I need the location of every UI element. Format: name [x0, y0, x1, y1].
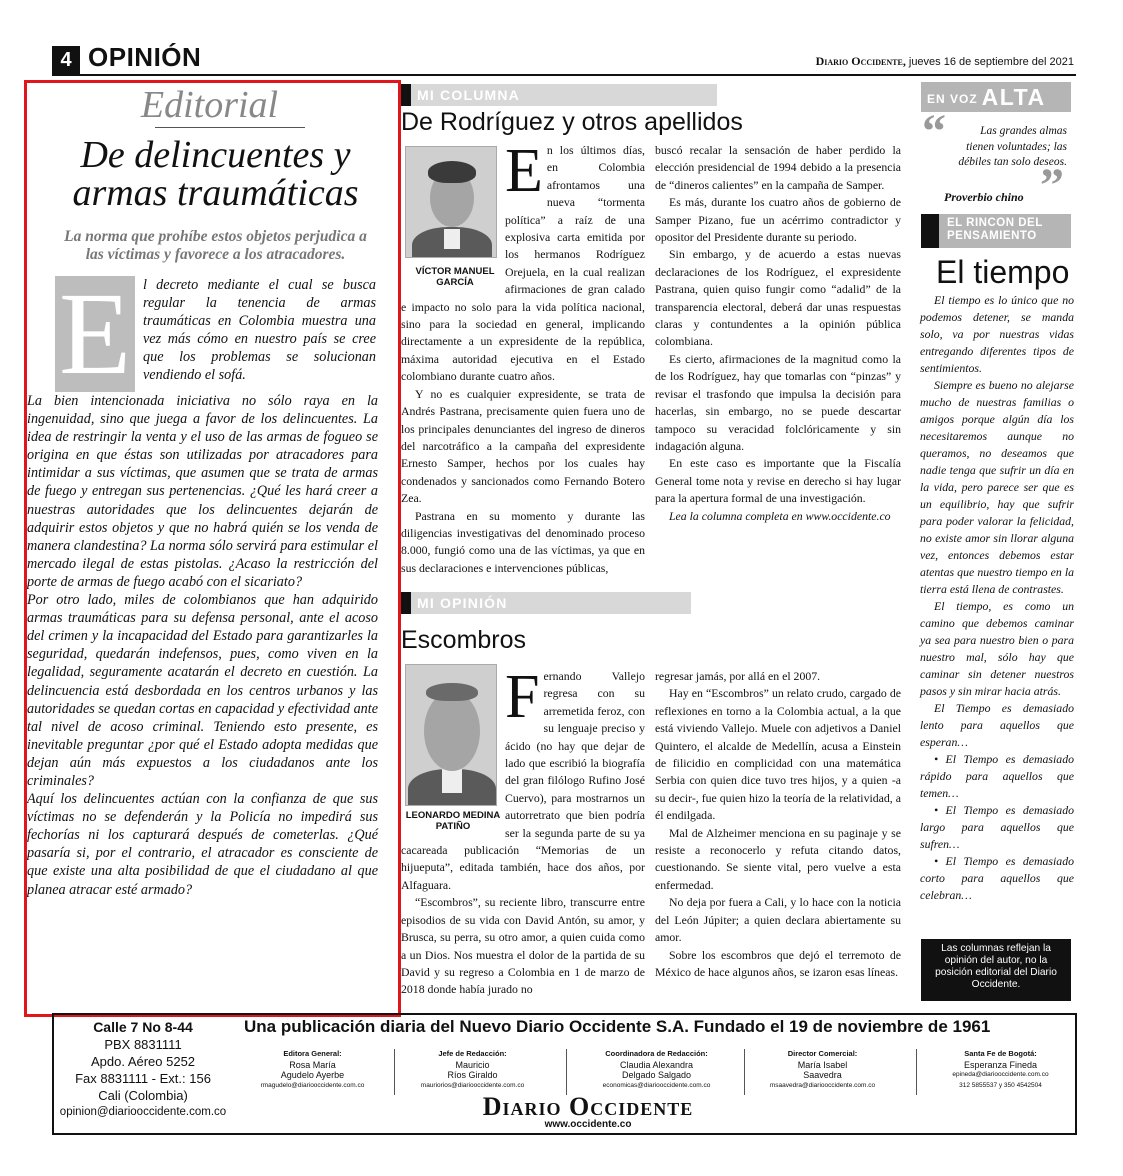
staff-role: Editora General: — [283, 1049, 342, 1058]
editorial-paragraph: La bien intencionada iniciativa no sólo raya en la ingenuidad, sino que juega a favor de los delincuentes. La idea de restringir la venta y el uso de las armas de fogueo se origina en que éstas son utilizadas por atracadores para intimidar a sus víctimas, que asumen que se trata de armas de fuego y entregan sus pertenencias. ¿Qué les hará creer a nuestras autoridades que los delincuentes dejarán de adquirir estos objetos y que no habrá quién se los venda de manera clandestina? La norma sólo servirá para estimular el mercado ilegal de estas pistolas. ¿Acaso la restricción del porte de armas de fuego acabó con el sicariato? — [27, 393, 378, 590]
staff-name: Claudia Alexandra — [619, 1059, 694, 1070]
editorial-title-line1: De delincuentes y — [80, 134, 351, 176]
mi-opinion-title: Escombros — [401, 626, 527, 654]
editorial-paragraph: Aquí los delincuentes actúan con la confianza de que sus víctimas no se defenderán y la Policía no impedirá sus fechorías ni los capturará después de cometerlas. ¿Qué pasaría si, por el contrario, el atracador es consciente de que existe una alta posibilidad de que el ciudadano al que planea atracar esté armado? — [27, 791, 378, 898]
alta-label: ALTA — [981, 84, 1046, 110]
staff-divider — [744, 1049, 745, 1095]
staff-divider — [566, 1049, 567, 1095]
staff-phone: 312 5855537 y 350 4542504 — [959, 1081, 1042, 1089]
close-quote-icon: ” — [1040, 159, 1064, 212]
issue-date: jueves 16 de septiembre del 2021 — [908, 56, 1074, 68]
footer-slogan: Una publicación diaria del Nuevo Diario Occidente S.A. Fundado el 19 de noviembre de 1961 — [244, 1017, 991, 1036]
rincon-header — [921, 214, 1071, 248]
section-marker — [921, 214, 939, 248]
staff-role: Jefe de Redacción: — [438, 1049, 507, 1058]
rincon-paragraph: • El Tiempo es demasiado corto para aquellos que celebran… — [920, 854, 1074, 902]
masthead-logo: Diario Occidente — [482, 1092, 694, 1121]
rincon-label — [947, 217, 1043, 243]
mi-columna-title: De Rodríguez y otros apellidos — [401, 108, 743, 136]
editorial-title — [55, 136, 376, 212]
mi-columna-text-col1 — [401, 137, 645, 575]
mi-columna-dropcap: E — [505, 137, 543, 205]
editorial-lead-text: l decreto mediante el cual se busca regular la tenencia de armas traumáticas en Colombia muestra una vez más cómo en nuestro país se cree que los problemas se solucionan vendiendo el sofá. — [143, 277, 376, 384]
mi-opinion-paragraph: Mal de Alzheimer menciona en su paginaje y se resiste a reconocerlo y refuta citando datos, cuestionando. Se siente vital, pero vuelve a esta enfermedad. — [655, 825, 901, 892]
mi-opinion-paragraph: No deja por fuera a Cali, y lo hace con la noticia del León Júpiter; a quien declara abiertamente su amor. — [655, 895, 901, 945]
section-marker — [401, 592, 411, 614]
address-fax: Fax 8831111 - Ext.: 156 — [75, 1071, 211, 1086]
staff-role: Director Comercial: — [787, 1049, 858, 1058]
mi-opinion-paragraph: Hay en “Escombros” un relato crudo, cargado de reflexiones en torno a la Colombia actual, a la que está viviendo Vallejo. Muele con adjetivos a Daniel Quintero, el alcalde de Medellín, acusa a Einstein de filicidio en complicidad con una matemática Serbia con quien dice tuvo tres hijos, y a quien -a su decir-, fue quien hizo la teoría de la relatividad, a él endilgada. — [655, 686, 901, 823]
address-city: Cali (Colombia) — [98, 1088, 188, 1103]
mi-opinion-paragraph: regresar jamás, por allá en el 2007. — [655, 669, 821, 683]
address-phone: PBX 8831111 — [104, 1037, 182, 1052]
footer-address — [58, 1019, 228, 1121]
quote-author: Proverbio chino — [944, 190, 1024, 204]
staff-name: Ríos Giraldo — [447, 1070, 498, 1080]
staff-email: economicas@diariooccidente.com.co — [602, 1081, 711, 1089]
page-number: 4 — [52, 46, 80, 74]
open-quote-icon: “ — [922, 105, 946, 158]
address-email: opinion@diariooccidente.com.co — [59, 1106, 227, 1118]
page-footer — [52, 1013, 1077, 1135]
mi-opinion-lead-text: ernando Vallejo regresa con su arremetida feroz, con su lenguaje preciso y ácido (no hay que dejar de lado que escribió la biografía del gran filólogo Rufino José Cuervo), para mostrarnos un autorretrato que bien podría ser la segunda parte de su ya cacareada publicación “Memorias de un hijueputa”, editada también, hace dos años, por Alfaguara. — [401, 669, 645, 892]
mi-opinion-text-col2 — [655, 668, 901, 998]
mi-opinion-text-col1 — [401, 663, 645, 998]
mi-columna-text-col2 — [655, 142, 901, 572]
staff-name: Mauricio — [455, 1059, 490, 1070]
author-name-line: LEONARDO MEDINA — [405, 810, 501, 821]
mi-columna-paragraph: Es más, durante los cuatro años de gobierno de Samper Pizano, fue un acérrimo contradictor y opositor del Presidente durante su periodo. — [655, 195, 901, 245]
mi-opinion-paragraph: Sobre los escombros que dejó el terremoto de México de hace algunos años, se izaron esas líneas. — [655, 947, 901, 979]
section-title: OPINIÓN — [88, 42, 202, 72]
address-pobox: Apdo. Aéreo 5252 — [90, 1054, 196, 1069]
staff-divider — [394, 1049, 395, 1095]
mi-columna-paragraph: En este caso es importante que la Fiscalía General tome nota y revise en derecho si hay lugar para la apertura formal de una investigación. — [655, 456, 901, 506]
mi-columna-lead-text: n los últimos días, en Colombia afrontamos una nueva “tormenta política” a raíz de una explosiva carta emitida por los hermanos Rodríguez Orejuela, en la cual realizan afirmaciones de gran calado e impacto no solo para la vida política nacional, sino para la sociedad en general, implicando directamente a un expresidente de la república, máxima autoridad ejecutiva en el Estado colombiano durante cuatro años. — [401, 143, 645, 384]
editorial-paragraph: Por otro lado, miles de colombianos que han adquirido armas traumáticas para su defensa personal, ante el acoso del crimen y la incapacidad del Estado para garantizarles la seguridad, quedarán indefensos, pues, como viven en la legalidad, seguramente acatarán el decreto en cuestión. La delincuencia está desbordada en los centros urbanos y las autoridades se quedan cortas en capacidad y efectividad ante tal nivel de acoso criminal. Teniendo esto presente, es inevitable preguntar ¿por qué el Estado adopta medidas que dejan aún más expuestos a los ciudadanos ante los criminales? — [27, 592, 378, 789]
staff-email: msaavedra@diariooccidente.com.co — [769, 1081, 876, 1089]
mi-opinion-paragraph: “Escombros”, su reciente libro, transcurre entre episodios de su vida con David Antón, su amor, y Brusca, su perra, su otro amor, a quien cuida como a un Dios. Nos muestra el dolor de la partida de su David y su regreso a Colombia en 1 de marzo de 2018 donde había jurado no — [401, 895, 645, 997]
staff-name: Agudelo Ayerbe — [280, 1070, 345, 1080]
mi-opinion-dropcap: F — [505, 663, 540, 731]
mi-opinion-header — [401, 592, 691, 614]
section-marker — [401, 84, 411, 106]
editorial-title-line2: armas traumáticas — [72, 172, 359, 214]
staff-editora — [240, 1049, 385, 1091]
page-header — [52, 40, 1076, 76]
rincon-body — [920, 292, 1074, 904]
staff-email: rmagudelo@diariooccidente.com.co — [260, 1081, 365, 1089]
kicker-divider — [155, 127, 305, 128]
author-name-line: PATIÑO — [435, 821, 471, 832]
mi-columna-read-more: Lea la columna completa en www.occidente.co — [669, 508, 891, 523]
rincon-title: El tiempo — [936, 254, 1070, 290]
staff-name: Esperanza Fineda — [963, 1059, 1038, 1070]
staff-role: Coordinadora de Redacción: — [605, 1049, 708, 1058]
editorial-column — [24, 80, 401, 1017]
dateline — [816, 54, 1074, 69]
staff-name: Rosa María — [289, 1059, 336, 1070]
staff-role: Santa Fe de Bogotá: — [964, 1049, 1037, 1058]
rincon-paragraph: Siempre es bueno no alejarse mucho de nuestras familias o amigos porque algún día los necesitaremos aunque no queramos, no deseamos que nadie tenga que sufrir un día en la vida, pero parece ser que es un equilibrio, hay que sufrir para poder valorar la felicidad, no existe amor sin llorar alguna vez, entonces debemos estar atentas que nuestro tiempo en la tierra está llena de contrastes. — [920, 378, 1074, 596]
author-name-line: VÍCTOR MANUEL — [415, 266, 495, 277]
mi-columna-paragraph: Sin embargo, y de acuerdo a estas nuevas declaraciones de los Rodríguez, el expresidente Pastrana, quien quiso fungir como “adalid” de la transparencia electoral, deberá dar unas respuestas claras y contundentes a la opinión pública colombiana. — [655, 247, 901, 349]
opinion-disclaimer: Las columnas reflejan la opinión del autor, no la posición editorial del Diario Occidente. — [921, 939, 1071, 1001]
staff-coordinadora — [584, 1049, 729, 1091]
editorial-subtitle: La norma que prohíbe estos objetos perjudica a las víctimas y favorece a los atracadores. — [64, 228, 367, 263]
editorial-dropcap: E — [55, 276, 135, 392]
paper-name: Diario Occidente, — [815, 54, 906, 68]
rincon-paragraph: El tiempo, es como un camino que debemos caminar ya sea para nuestro bien o para nuestro mal, sólo hay que caminar sin detener nuestros pasos y sin mirar hacia atrás. — [920, 599, 1074, 698]
editorial-lead — [55, 268, 376, 399]
mi-columna-label: MI COLUMNA — [417, 87, 520, 103]
en-voz-label: EN VOZ — [927, 92, 978, 106]
rincon-label-line: EL RINCON DEL — [947, 217, 1043, 229]
staff-bogota — [928, 1049, 1073, 1091]
rincon-paragraph: • El Tiempo es demasiado largo para aquellos que sufren… — [920, 803, 1074, 851]
masthead-url: www.occidente.co — [544, 1119, 632, 1130]
mi-columna-header — [401, 84, 717, 106]
staff-divider — [916, 1049, 917, 1095]
editorial-kicker: Editorial — [140, 84, 279, 126]
mi-opinion-label: MI OPINIÓN — [417, 595, 508, 611]
staff-name: María Isabel — [797, 1059, 848, 1070]
address-street: Calle 7 No 8-44 — [93, 1019, 193, 1035]
staff-name: Saavedra — [803, 1070, 842, 1080]
staff-director-comercial — [750, 1049, 895, 1091]
author-name-line: GARCÍA — [436, 277, 474, 288]
rincon-paragraph: El Tiempo es demasiado lento para aquellos que esperan… — [920, 701, 1074, 749]
mi-columna-paragraph: Y no es cualquier expresidente, se trata de Andrés Pastrana, precisamente quien fuera uno de los principales denunciantes del ingreso de dineros del narcotráfico a la campaña del expresidente Ernesto Samper, hechos por los cuales hay condenados y sancionados como Fernando Botero Zea. — [401, 386, 645, 506]
rincon-paragraph: • El Tiempo es demasiado rápido para aquellos que temen… — [920, 752, 1074, 800]
rincon-label-line: PENSAMIENTO — [947, 230, 1037, 242]
staff-name: Delgado Salgado — [621, 1070, 692, 1080]
editorial-paragraphs — [27, 392, 378, 899]
quote-body: Las grandes almas tienen voluntades; las débiles tan solo deseos. — [958, 125, 1067, 168]
editorial-body — [27, 268, 378, 899]
rincon-paragraph: El tiempo es lo único que no podemos detener, se manda solo, va por nuestras vidas entregando diferentes tipos de sentimientos. — [920, 293, 1074, 375]
mi-columna-paragraph: buscó recalar la sensación de haber perdido la elección presidencial de 1994 debido a la presencia de “dineros calientes” en la campaña de Samper. — [655, 143, 901, 192]
mi-columna-paragraph: Es cierto, afirmaciones de la magnitud como la de los Rodríguez, hay que tomarlas con “pinzas” y revisar el trasfondo que impulsa la decisión para hacerlas, sin embargo, no se puede descartar tampoco su veracidad folclóricamente y sin indagación alguna. — [655, 351, 901, 453]
staff-email: epineda@diariooccidente.com.co — [952, 1071, 1049, 1078]
mi-columna-paragraph: Pastrana en su momento y durante las diligencias investigativas del denominado proceso 8.000, fungió como una de las víctimas, ya que en sus declaraciones e intervenciones públicas, — [401, 508, 645, 575]
staff-email: mauriorios@diariooccidente.com.co — [420, 1081, 525, 1089]
staff-jefe-redaccion — [400, 1049, 545, 1091]
